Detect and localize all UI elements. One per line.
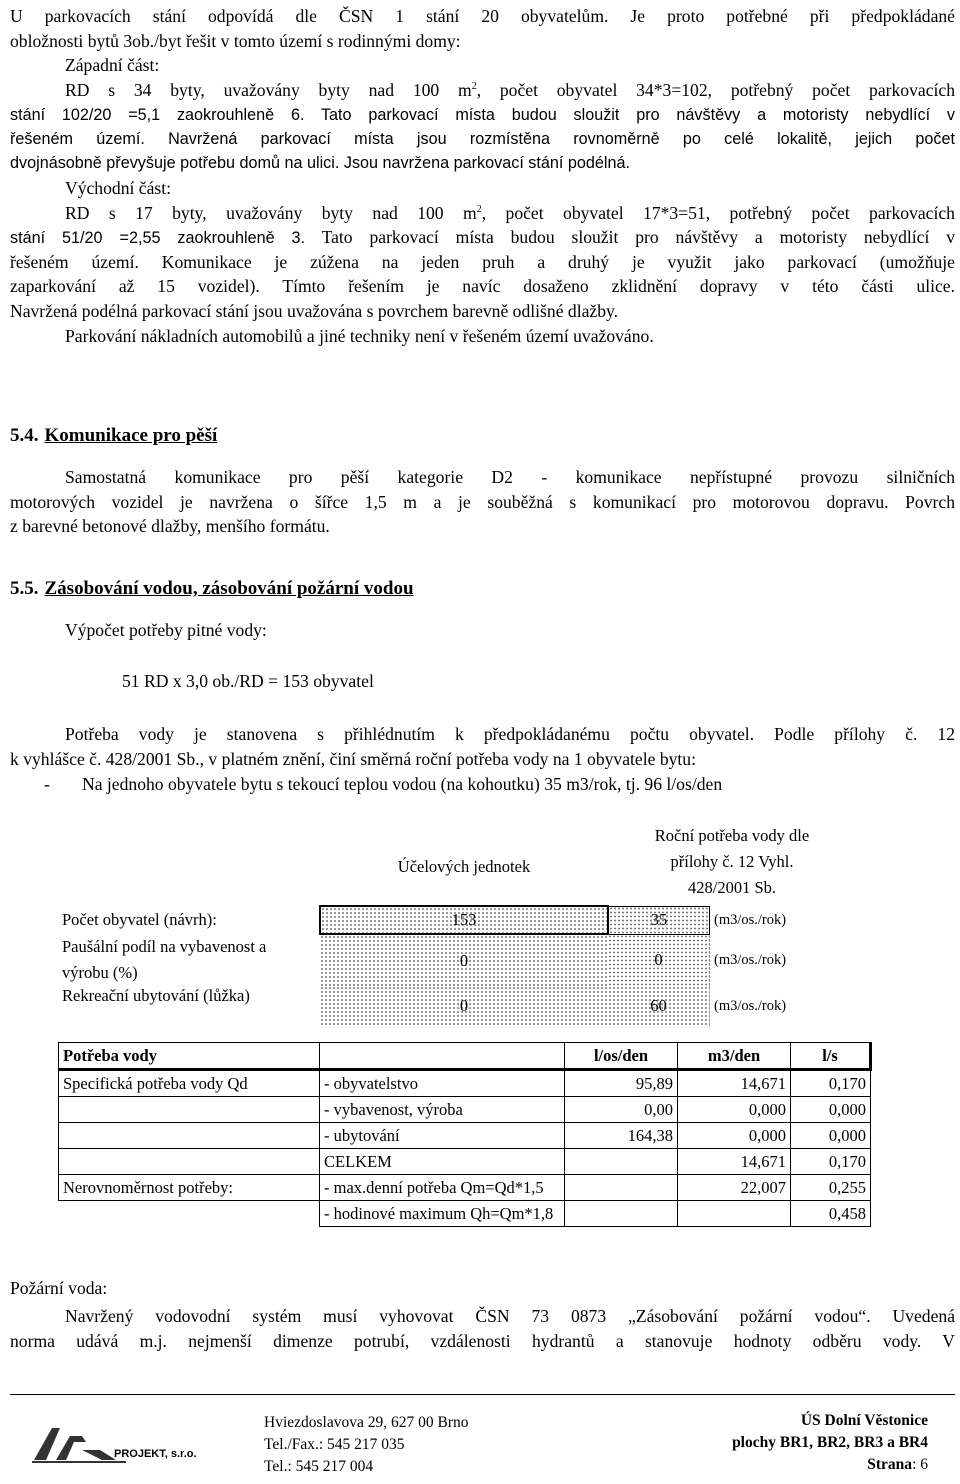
table-cell: 14,671 — [678, 1070, 791, 1097]
text: Tato parkovací místa budou sloužit pro návštěvy a motoristy nebydlící v — [305, 227, 956, 248]
units-value: 0 — [320, 986, 608, 1026]
table-cell: 164,38 — [565, 1123, 678, 1149]
table-cell: 0,255 — [791, 1175, 871, 1201]
table-row — [59, 1175, 871, 1201]
page-label: Strana — [867, 1456, 913, 1473]
table-row — [58, 818, 856, 906]
footer-rule — [10, 1394, 955, 1395]
table-cell — [59, 1201, 320, 1227]
west-part — [10, 53, 955, 176]
text-line: z barevné betonové dlažby, menšího formátu. — [10, 516, 330, 537]
annual-header — [608, 818, 856, 906]
company-address: Hviezdoslavova 29, 627 00 Brno — [264, 1414, 469, 1431]
intro-paragraph — [10, 4, 955, 53]
annual-value: 0 — [608, 934, 710, 986]
table-cell — [565, 1175, 678, 1201]
unit-label: (m3/os./rok) — [710, 906, 857, 934]
label-line: Paušální podíl na vybavenost a — [62, 937, 267, 956]
table-row — [58, 986, 856, 1026]
table-cell: 0,170 — [791, 1070, 871, 1097]
east-part — [10, 176, 955, 348]
text-line: dvojnásobně převyšuje potřebu domů na ulici. Jsou navržena parkovací stání podélná. — [10, 154, 631, 173]
text: RD s 17 byty, uvažovány byty nad 100 m — [65, 202, 477, 223]
table-cell: 0,00 — [565, 1097, 678, 1123]
page-number: Strana: 6 — [867, 1456, 928, 1473]
table-cell: 0,000 — [678, 1123, 791, 1149]
table-cell: 14,671 — [678, 1149, 791, 1175]
east-line-2 — [10, 225, 955, 250]
units-header: Účelových jednotek — [397, 856, 531, 876]
text: , počet obyvatel 17*3=51, potřebný počet parkovacích — [481, 202, 955, 223]
table-cell: 0,458 — [791, 1201, 871, 1227]
text-line: Navržená podélná parkovací stání jsou uvažována s povrchem barevně odlišné dlažby. — [10, 300, 619, 321]
annual-value: 35 — [608, 906, 710, 934]
table-cell: Specifická potřeba vody Qd — [59, 1070, 320, 1097]
text-line: motorových vozidel je navržena o šířce 1,5 m a je souběžná s komunikací pro motorovou dopravu. Povrch — [10, 491, 955, 512]
table-cell: 95,89 — [565, 1070, 678, 1097]
calc-value: 51 RD x 3,0 ob./RD = 153 obyvatel — [122, 671, 374, 691]
west-line-2 — [10, 102, 955, 127]
table-cell: - ubytování — [320, 1123, 565, 1149]
fire-label: Požární voda: — [10, 1278, 108, 1298]
text: , počet obyvatel 34*3=102, potřebný počet parkovacích — [476, 79, 955, 100]
table-row — [59, 1097, 871, 1123]
row-label: Rekreační ubytování (lůžka) — [62, 986, 250, 1005]
bullet-dash: - — [44, 774, 50, 794]
table-cell: - hodinové maximum Qh=Qm*1,8 — [320, 1201, 565, 1227]
calc-label: Výpočet potřeby pitné vody: — [65, 620, 267, 640]
section-heading-5-4 — [10, 425, 217, 447]
water-demand-table — [58, 1042, 872, 1227]
table-cell: 0,000 — [791, 1097, 871, 1123]
table-row — [58, 934, 856, 986]
project-name: ÚS Dolní Věstonice — [800, 1412, 928, 1429]
company-telfax: Tel./Fax.: 545 217 035 — [264, 1436, 405, 1453]
table-row — [59, 1201, 871, 1227]
table-row — [59, 1070, 871, 1097]
table-cell: Nerovnoměrnost potřeby: — [59, 1175, 320, 1201]
west-line-1 — [10, 78, 955, 103]
text: RD s 34 byty, uvažovány byty nad 100 m — [65, 79, 472, 100]
logo-text: PROJEKT, s.r.o. — [114, 1448, 197, 1460]
trucks-note: Parkování nákladních automobilů a jiné techniky není v řešeném území uvažováno. — [65, 325, 654, 346]
table-cell — [565, 1149, 678, 1175]
header-cell: m3/den — [678, 1043, 791, 1070]
water-paragraph — [10, 722, 955, 771]
text-line: Samostatná komunikace pro pěší kategorie D2 - komunikace nepřístupné provozu silničních — [65, 467, 955, 487]
text-line: k vyhlášce č. 428/2001 Sb., v platném znění, činí směrná roční potřeba vody na 1 obyvatele bytu: — [10, 748, 696, 769]
table-row — [59, 1149, 871, 1175]
header-line: Roční potřeba vody dle — [654, 825, 810, 845]
text-line: řešeném území. Komunikace je zúžena na jeden pruh a druhý je využit jako parkovací (umožňuje — [10, 251, 955, 272]
company-tel: Tel.: 545 217 004 — [264, 1458, 374, 1475]
row-label: Počet obyvatel (návrh): — [62, 910, 217, 929]
superscript: 2 — [476, 203, 482, 215]
table-cell: CELKEM — [320, 1149, 565, 1175]
header-line: 428/2001 Sb. — [687, 877, 776, 897]
header-line: přílohy č. 12 Vyhl. — [670, 851, 794, 871]
east-line-1 — [10, 201, 955, 226]
units-value: 153 — [320, 906, 608, 934]
table-cell — [59, 1097, 320, 1123]
west-label: Západní část: — [65, 55, 160, 75]
header-cell — [320, 1043, 565, 1070]
table-row — [59, 1123, 871, 1149]
unit-label: (m3/os./rok) — [710, 986, 857, 1026]
text: stání 51/20 =2,55 zaokrouhleně 3. — [10, 229, 306, 248]
table-cell: - vybavenost, výroba — [320, 1097, 565, 1123]
text-line: Potřeba vody je stanovena s přihlédnutím k předpokládanému počtu obyvatel. Podle přílohy č. 12 — [65, 724, 955, 744]
table-row — [58, 906, 856, 934]
table-cell: 22,007 — [678, 1175, 791, 1201]
fire-paragraph — [10, 1304, 955, 1353]
pedestrian-paragraph — [10, 465, 955, 539]
table-cell — [58, 818, 320, 906]
text-line: zaparkování až 15 vozidel). Tímto řešením je navíc dosaženo zklidnění dopravy v této části ulice. — [10, 276, 955, 297]
superscript: 2 — [471, 80, 477, 92]
text: Tato parkovací místa budou sloužit pro návštěvy a motoristy nebydlící v — [304, 106, 956, 125]
header-cell: Potřeba vody — [59, 1043, 320, 1070]
text: stání 102/20 =5,1 zaokrouhleně 6. — [10, 106, 305, 125]
page-num: 6 — [920, 1456, 928, 1473]
table-cell: 0,170 — [791, 1149, 871, 1175]
label-line: výrobu (%) — [62, 963, 138, 982]
table-cell: 0,000 — [678, 1097, 791, 1123]
section-number: 5.4. — [10, 425, 39, 446]
annual-value: 60 — [608, 986, 710, 1026]
table-cell — [565, 1201, 678, 1227]
company-logo — [30, 1420, 230, 1470]
table-cell — [59, 1123, 320, 1149]
table-cell — [59, 1149, 320, 1175]
table-cell: - max.denní potřeba Qm=Qd*1,5 — [320, 1175, 565, 1201]
table-cell — [678, 1201, 791, 1227]
east-label: Východní část: — [65, 178, 172, 198]
project-sheets: plochy BR1, BR2, BR3 a BR4 — [732, 1434, 928, 1451]
section-number: 5.5. — [10, 578, 39, 599]
section-title: Zásobování vodou, zásobování požární vodou — [44, 578, 414, 599]
unit-label: (m3/os./rok) — [710, 934, 857, 986]
table-cell: - obyvatelstvo — [320, 1070, 565, 1097]
section-title: Komunikace pro pěší — [44, 425, 218, 446]
text-line: obložnosti bytů 3ob./byt řešit v tomto území s rodinnými domy: — [10, 30, 461, 51]
header-cell: l/os/den — [565, 1043, 678, 1070]
units-table — [58, 818, 856, 1026]
text-line: norma udává m.j. nejmenší dimenze potrubí, vzdálenosti hydrantů a stanovuje hodnoty odběru vody. V — [10, 1330, 955, 1351]
table-header-row — [59, 1043, 871, 1070]
text-line: U parkovacích stání odpovídá dle ČSN 1 stání 20 obyvatelům. Je proto potřebné při předpokládané — [10, 6, 955, 26]
text-line: Navržený vodovodní systém musí vyhovovat ČSN 73 0873 „Zásobování požární vodou“. Uvedená — [65, 1306, 955, 1326]
table-cell: 0,000 — [791, 1123, 871, 1149]
units-value: 0 — [320, 934, 608, 986]
section-heading-5-5 — [10, 578, 414, 600]
row-label — [58, 934, 320, 986]
header-cell: l/s — [791, 1043, 871, 1070]
text-line: řešeném území. Navržená parkovací místa jsou rozmístěna rovnoměrně po celé lokalitě, jejich počet — [10, 129, 955, 148]
bullet-text: Na jednoho obyvatele bytu s tekoucí teplou vodou (na kohoutku) 35 m3/rok, tj. 96 l/os/den — [82, 774, 723, 794]
